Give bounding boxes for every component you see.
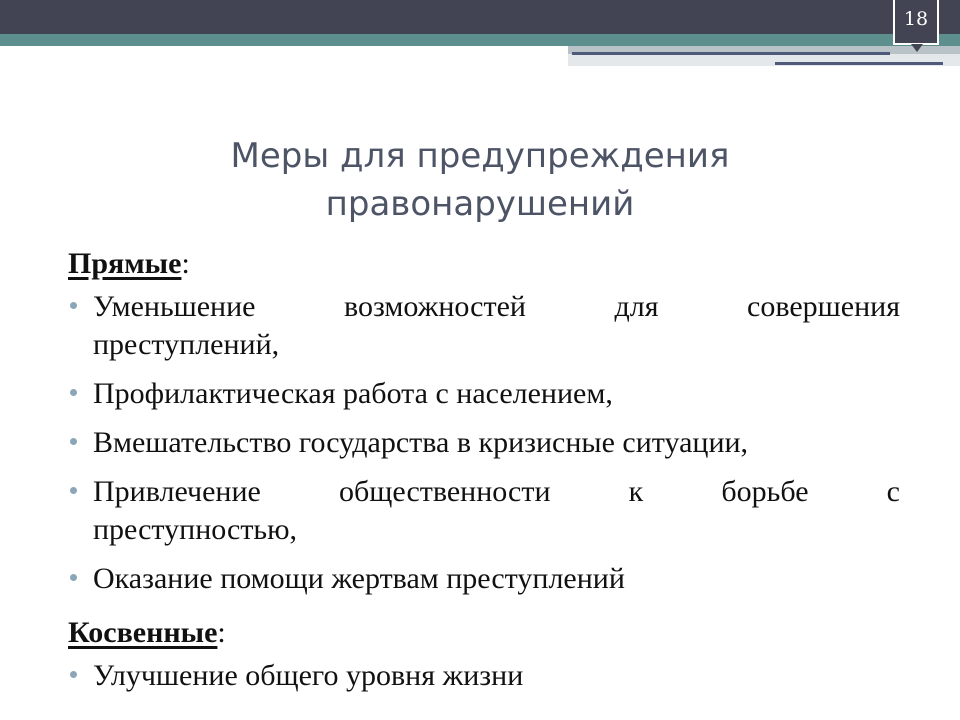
slide-number-tab <box>893 0 939 45</box>
slide-body <box>68 240 900 706</box>
bullet-icon <box>70 574 77 581</box>
section-heading-indirect: Косвенные: <box>68 616 226 649</box>
section-heading-direct: Прямые: <box>68 247 190 280</box>
decor-line <box>572 52 890 55</box>
bullet-icon <box>70 487 77 494</box>
bullet-icon <box>70 389 77 396</box>
bullet-list-indirect <box>68 657 900 695</box>
bullet-icon <box>70 302 77 309</box>
decor-line <box>775 62 943 65</box>
list-item: Профилактическая работа с населением, <box>68 375 900 413</box>
slide-title: Меры для предупреждения правонарушений <box>230 136 730 224</box>
list-item: Уменьшение возможностей для совершения преступлений, <box>68 288 900 364</box>
list-item: Улучшение общего уровня жизни <box>68 657 900 695</box>
top-band <box>0 0 960 34</box>
slide-number: 18 <box>903 8 929 30</box>
bullet-icon <box>70 438 77 445</box>
bullet-icon <box>70 671 77 678</box>
list-item: Оказание помощи жертвам преступлений <box>68 560 900 598</box>
teal-band <box>0 34 960 46</box>
list-item: Привлечение общественности к борьбе с преступностью, <box>68 473 900 549</box>
bullet-list-direct <box>68 288 900 598</box>
list-item: Вмешательство государства в кризисные ситуации, <box>68 424 900 462</box>
